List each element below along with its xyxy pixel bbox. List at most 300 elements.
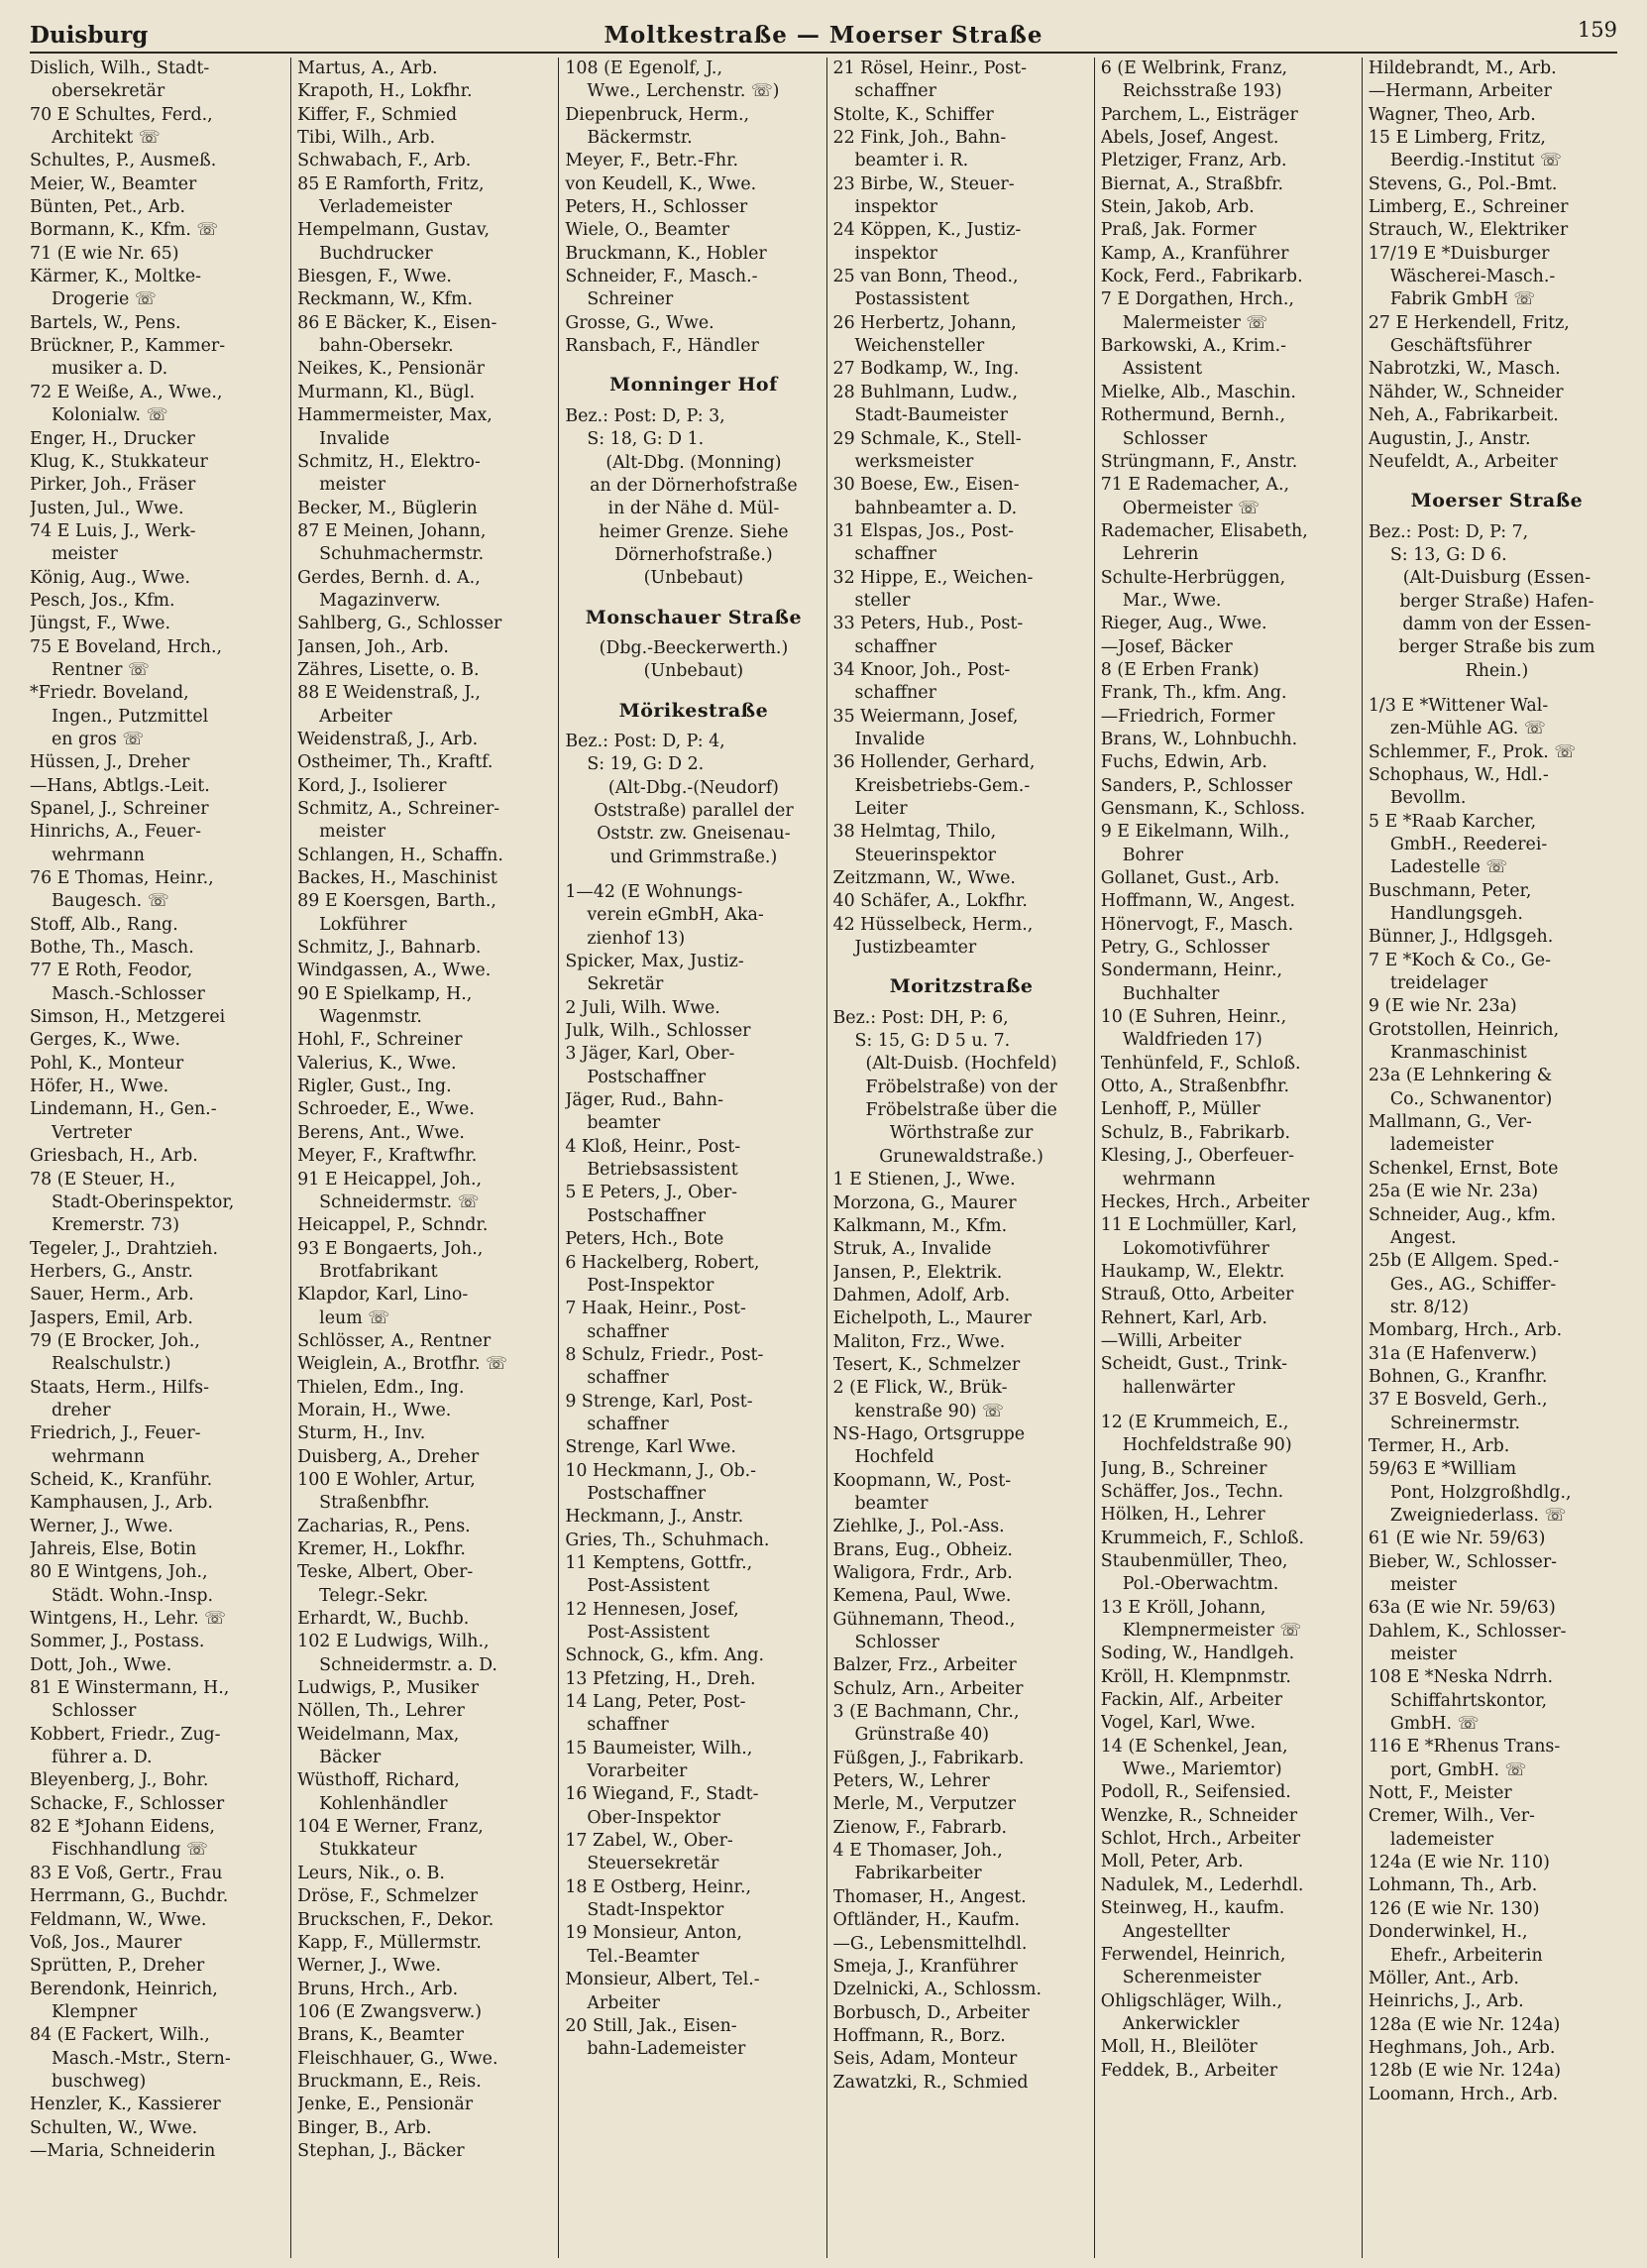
- directory-entry: Dahlem, K., Schlosser-: [1368, 1621, 1567, 1642]
- directory-entry: Balzer, Frz., Arbeiter: [832, 1655, 1017, 1676]
- directory-entry: lademeister: [1389, 1829, 1494, 1850]
- directory-entry: Bartels, W., Pens.: [30, 312, 181, 333]
- directory-entry: Weichensteller: [854, 336, 985, 357]
- directory-entry: Gerges, K., Wwe.: [30, 1030, 181, 1051]
- directory-entry: Scherenmeister: [1122, 1968, 1262, 1988]
- directory-entry: 126 (E wie Nr. 130): [1368, 1898, 1540, 1919]
- directory-entry: Wagner, Theo, Arb.: [1368, 104, 1536, 125]
- directory-entry: Borbusch, D., Arbeiter: [832, 2002, 1030, 2023]
- directory-entry: Ohligschläger, Wilh.,: [1100, 1990, 1283, 2011]
- directory-entry: zen-Mühle AG. ☏: [1389, 719, 1546, 739]
- directory-entry: Dzelnicki, A., Schlossm.: [832, 1980, 1043, 2000]
- directory-entry: Sauer, Herm., Arb.: [30, 1285, 194, 1305]
- directory-entry: 36 Hollender, Gerhard,: [832, 752, 1036, 773]
- directory-entry: Hohl, F., Schreiner: [297, 1030, 463, 1051]
- directory-entry: Stukkateur: [319, 1840, 417, 1861]
- directory-entry: Peters, W., Lehrer: [832, 1771, 990, 1792]
- directory-entry: meister: [52, 544, 118, 565]
- directory-entry: beamter i. R.: [854, 151, 969, 171]
- directory-entry: beamter: [587, 1113, 661, 1134]
- directory-entry: Strauß, Otto, Arbeiter: [1100, 1285, 1294, 1305]
- directory-entry: Tibi, Wilh., Arb.: [297, 128, 436, 149]
- directory-entry: Fischhandlung ☏: [52, 1840, 208, 1861]
- directory-entry: —Maria, Schneiderin: [30, 2140, 216, 2161]
- directory-entry: S: 15, G: D 5 u. 7.: [854, 1031, 1011, 1052]
- directory-entry: Betriebsassistent: [587, 1160, 738, 1181]
- directory-entry: Klesing, J., Oberfeuer-: [1100, 1146, 1295, 1167]
- directory-entry: 102 E Ludwigs, Wilh.,: [297, 1632, 490, 1652]
- directory-entry: 108 (E Egenolf, J.,: [565, 58, 722, 78]
- directory-entry: 26 Herbertz, Johann,: [832, 312, 1017, 333]
- directory-entry: Mar., Wwe.: [1122, 590, 1222, 611]
- directory-entry: Wörthstraße zur: [889, 1123, 1034, 1144]
- directory-entry: Rademacher, Elisabeth,: [1100, 520, 1308, 541]
- directory-entry: Rigler, Gust., Ing.: [297, 1077, 452, 1097]
- street-heading: Moerser Straße: [1410, 490, 1584, 512]
- directory-entry: schaffner: [587, 1368, 669, 1389]
- directory-entry: Arbeiter: [319, 706, 392, 727]
- directory-entry: 31a (E Hafenverw.): [1368, 1343, 1537, 1364]
- directory-entry: Ostheimer, Th., Kraftf.: [297, 752, 494, 773]
- directory-entry: leum ☏: [319, 1307, 389, 1328]
- directory-entry: König, Aug., Wwe.: [30, 567, 191, 588]
- directory-entry: 16 Wiegand, F., Stadt-: [565, 1784, 759, 1805]
- directory-entry: 28 Buhlmann, Ludw.,: [832, 382, 1018, 402]
- directory-entry: Hempelmann, Gustav,: [297, 220, 491, 241]
- directory-entry: Scheidt, Gust., Trink-: [1100, 1354, 1287, 1375]
- directory-entry: 9 Strenge, Karl, Post-: [565, 1391, 753, 1412]
- directory-entry: 42 Hüsselbeck, Herm.,: [832, 914, 1034, 935]
- directory-entry: inspektor: [854, 197, 937, 218]
- directory-entry: Schäffer, Jos., Techn.: [1100, 1481, 1284, 1502]
- directory-entry: Pesch, Jos., Kfm.: [30, 590, 175, 611]
- directory-entry: Ransbach, F., Händler: [565, 336, 759, 357]
- directory-entry: —G., Lebensmittelhdl.: [832, 1933, 1028, 1954]
- directory-entry: Hönervogt, F., Masch.: [1100, 914, 1294, 935]
- directory-entry: Fleischhauer, G., Wwe.: [297, 2048, 498, 2069]
- directory-entry: Rentner ☏: [52, 659, 150, 680]
- directory-entry: Murmann, Kl., Bügl.: [297, 382, 476, 402]
- directory-entry: Fabrik GmbH ☏: [1389, 289, 1536, 310]
- directory-entry: Monsieur, Albert, Tel.-: [565, 1970, 760, 1990]
- directory-entry: Zweigniederlass. ☏: [1389, 1505, 1567, 1526]
- directory-entry: an der Dörnerhofstraße: [590, 475, 798, 496]
- directory-entry: Berendonk, Heinrich,: [30, 1979, 218, 1999]
- directory-entry: Vorarbeiter: [587, 1761, 688, 1782]
- directory-entry: Mielke, Alb., Maschin.: [1100, 382, 1296, 402]
- directory-entry: Grunewaldstraße.): [879, 1146, 1043, 1167]
- directory-entry: Justen, Jul., Wwe.: [30, 498, 184, 518]
- directory-entry: (Dbg.-Beeckerwerth.): [599, 637, 789, 658]
- directory-entry: Schlosser: [1122, 428, 1208, 449]
- directory-entry: Möller, Ant., Arb.: [1368, 1968, 1519, 1988]
- directory-entry: Kolonialw. ☏: [52, 405, 168, 426]
- directory-entry: Rhein.): [1465, 660, 1529, 681]
- directory-entry: Hinrichs, A., Feuer-: [30, 822, 201, 843]
- directory-entry: 75 E Boveland, Hrch.,: [30, 636, 223, 657]
- directory-entry: Eichelpoth, L., Maurer: [832, 1308, 1032, 1329]
- directory-entry: Schmitz, H., Elektro-: [297, 451, 481, 472]
- directory-entry: 19 Monsieur, Anton,: [565, 1923, 742, 1944]
- directory-entry: 33 Peters, Hub., Post-: [832, 614, 1024, 634]
- directory-entry: Grotstollen, Heinrich,: [1368, 1019, 1560, 1040]
- directory-entry: Gries, Th., Schuhmach.: [565, 1530, 770, 1550]
- directory-entry: 11 E Lochmüller, Karl,: [1100, 1215, 1297, 1236]
- directory-entry: 6 (E Welbrink, Franz,: [1100, 58, 1288, 78]
- directory-entry: Weidelmann, Max,: [297, 1724, 460, 1745]
- directory-entry: Mombarg, Hrch., Arb.: [1368, 1320, 1563, 1341]
- directory-entry: Pont, Holzgroßhdlg.,: [1389, 1482, 1572, 1503]
- directory-entry: Maliton, Frz., Wwe.: [832, 1331, 1006, 1352]
- directory-entry: beamter: [854, 1493, 929, 1514]
- directory-entry: Wäscherei-Masch.-: [1389, 267, 1556, 287]
- directory-entry: Erhardt, W., Buchb.: [297, 1609, 470, 1630]
- directory-entry: 25a (E wie Nr. 23a): [1368, 1182, 1539, 1202]
- directory-entry: Barkowski, A., Krim.-: [1100, 336, 1287, 357]
- directory-entry: schaffner: [587, 1414, 669, 1434]
- directory-entry: Wagenmstr.: [319, 1007, 422, 1028]
- directory-entry: 9 E Eikelmann, Wilh.,: [1100, 822, 1290, 843]
- directory-entry: bahnbeamter a. D.: [854, 498, 1018, 518]
- directory-column-2: [290, 57, 558, 2258]
- directory-entry: 2 Juli, Wilh. Wwe.: [565, 997, 720, 1018]
- directory-entry: Bruckmann, E., Reis.: [297, 2071, 482, 2092]
- directory-entry: 59/63 E *William: [1368, 1459, 1517, 1480]
- directory-entry: Schlosser: [854, 1633, 939, 1653]
- directory-entry: Backes, H., Maschinist: [297, 868, 497, 889]
- directory-entry: Waligora, Frdr., Arb.: [832, 1563, 1013, 1583]
- directory-entry: Kremerstr. 73): [52, 1215, 179, 1236]
- directory-entry: Masch.-Mstr., Stern-: [52, 2048, 231, 2069]
- directory-entry: Städt. Wohn.-Insp.: [52, 1585, 214, 1606]
- directory-entry: 88 E Weidenstraß, J.,: [297, 683, 481, 704]
- directory-entry: Neufeldt, A., Arbeiter: [1368, 451, 1558, 472]
- directory-entry: Moll, H., Bleilöter: [1100, 2037, 1258, 2058]
- directory-entry: Bevollm.: [1389, 788, 1467, 809]
- directory-entry: berger Straße bis zum: [1398, 637, 1595, 658]
- directory-entry: Wüsthoff, Richard,: [297, 1770, 460, 1791]
- directory-entry: meister: [1389, 1644, 1457, 1665]
- directory-entry: bahn-Lademeister: [587, 2039, 746, 2060]
- directory-entry: Pohl, K., Monteur: [30, 1053, 184, 1074]
- directory-entry: Kobbert, Friedr., Zug-: [30, 1724, 221, 1745]
- directory-entry: Kapp, F., Müllermstr.: [297, 1932, 482, 1953]
- directory-entry: 8 (E Erben Frank): [1100, 659, 1260, 680]
- directory-entry: Schenkel, Ernst, Bote: [1368, 1158, 1559, 1179]
- directory-entry: Bothe, Th., Masch.: [30, 938, 194, 959]
- directory-entry: Sahlberg, G., Schlosser: [297, 614, 502, 634]
- directory-entry: Morain, H., Wwe.: [297, 1400, 452, 1420]
- directory-entry: 10 Heckmann, J., Ob.-: [565, 1460, 757, 1481]
- directory-entry: Otto, A., Straßenbfhr.: [1100, 1077, 1289, 1097]
- directory-entry: 71 (E wie Nr. 65): [30, 243, 179, 264]
- directory-entry: Invalide: [319, 428, 389, 449]
- directory-entry: lademeister: [1389, 1135, 1494, 1156]
- directory-entry: Obermeister ☏: [1122, 498, 1260, 518]
- directory-entry: Tel.-Beamter: [587, 1946, 700, 1967]
- directory-entry: Bleyenberg, J., Bohr.: [30, 1770, 209, 1791]
- directory-entry: Hochfeld: [854, 1447, 934, 1468]
- directory-entry: Ges., AG., Schiffer-: [1389, 1274, 1557, 1295]
- directory-entry: Podoll, R., Seifensied.: [1100, 1782, 1291, 1803]
- directory-entry: (Alt-Duisburg (Essen-: [1402, 568, 1592, 589]
- directory-entry: Bez.: Post: D, P: 4,: [565, 731, 725, 751]
- directory-entry: Schlosser: [52, 1701, 137, 1722]
- directory-entry: Weidenstraß, J., Arb.: [297, 729, 479, 749]
- directory-entry: Soding, W., Handlgeh.: [1100, 1644, 1295, 1664]
- directory-entry: Telegr.-Sekr.: [319, 1585, 429, 1606]
- directory-entry: Stephan, J., Bäcker: [297, 2140, 465, 2161]
- directory-entry: Wwe., Mariemtor): [1122, 1759, 1282, 1780]
- directory-entry: Meier, W., Beamter: [30, 173, 197, 194]
- directory-entry: Schulte-Herbrüggen,: [1100, 567, 1286, 588]
- directory-entry: Becker, M., Büglerin: [297, 498, 478, 518]
- directory-entry: Werner, J., Wwe.: [297, 1956, 441, 1977]
- directory-entry: Fackin, Alf., Arbeiter: [1100, 1690, 1283, 1711]
- directory-entry: 17/19 E *Duisburger: [1368, 243, 1550, 264]
- directory-entry: Postassistent: [854, 289, 970, 310]
- directory-entry: 108 E *Neska Ndrrh.: [1368, 1667, 1554, 1688]
- page-header: [30, 18, 1617, 54]
- directory-entry: Grosse, G., Wwe.: [565, 312, 714, 333]
- directory-entry: Ehefr., Arbeiterin: [1389, 1945, 1543, 1966]
- directory-entry: 14 Lang, Peter, Post-: [565, 1692, 746, 1713]
- directory-entry: —Willi, Arbeiter: [1100, 1330, 1242, 1351]
- directory-entry: Spanel, J., Schreiner: [30, 799, 209, 819]
- directory-entry: 80 E Wintgens, Joh.,: [30, 1562, 208, 1583]
- directory-entry: 106 (E Zwangsverw.): [297, 2001, 483, 2022]
- directory-entry: 5 E *Raab Karcher,: [1368, 811, 1537, 832]
- directory-entry: Schwabach, F., Arb.: [297, 151, 472, 171]
- directory-entry: Tegeler, J., Drahtzieh.: [30, 1238, 219, 1259]
- directory-entry: Steuersekretär: [587, 1854, 719, 1874]
- directory-columns: [30, 57, 1629, 2258]
- directory-entry: 91 E Heicappel, Joh.,: [297, 1169, 483, 1190]
- directory-entry: (Alt-Dbg. (Monning): [605, 452, 782, 473]
- directory-entry: 10 (E Suhren, Heinr.,: [1100, 1007, 1287, 1028]
- directory-entry: Schlangen, H., Schaffn.: [297, 845, 503, 865]
- directory-entry: 11 Kemptens, Gottfr.,: [565, 1552, 753, 1573]
- directory-entry: Meyer, F., Kraftwfhr.: [297, 1146, 478, 1167]
- directory-entry: obersekretär: [52, 81, 165, 102]
- directory-entry: 93 E Bongaerts, Joh.,: [297, 1238, 484, 1259]
- directory-entry: Buschmann, Peter,: [1368, 880, 1532, 901]
- directory-entry: Kalkmann, M., Kfm.: [832, 1215, 1008, 1236]
- directory-entry: 83 E Voß, Gertr., Frau: [30, 1863, 223, 1883]
- directory-entry: Bohrer: [1122, 845, 1184, 865]
- directory-entry: 63a (E wie Nr. 59/63): [1368, 1598, 1556, 1619]
- directory-entry: Kranmaschinist: [1389, 1043, 1527, 1064]
- directory-entry: 27 E Herkendell, Fritz,: [1368, 312, 1570, 333]
- directory-entry: 128b (E wie Nr. 124a): [1368, 2061, 1562, 2082]
- directory-entry: Wwe., Lerchenstr. ☏): [587, 81, 780, 102]
- directory-entry: 1—42 (E Wohnungs-: [565, 882, 743, 902]
- directory-entry: 86 E Bäcker, K., Eisen-: [297, 312, 497, 333]
- directory-entry: Pol.-Oberwachtm.: [1122, 1574, 1279, 1595]
- directory-entry: Kohlenhändler: [319, 1793, 448, 1814]
- directory-entry: Nadulek, M., Lederhdl.: [1100, 1874, 1304, 1895]
- directory-entry: Wintgens, H., Lehr. ☏: [30, 1609, 226, 1630]
- directory-entry: Stevens, G., Pol.-Bmt.: [1368, 173, 1558, 194]
- directory-entry: Nöllen, Th., Lehrer: [297, 1701, 465, 1722]
- directory-entry: Heicappel, P., Schndr.: [297, 1215, 489, 1236]
- directory-entry: Jansen, P., Elektrik.: [832, 1262, 1003, 1283]
- directory-entry: Leiter: [854, 799, 908, 819]
- directory-entry: Schlösser, A., Rentner: [297, 1330, 492, 1351]
- directory-entry: Stoff, Alb., Rang.: [30, 914, 178, 935]
- directory-entry: Dahmen, Adolf, Arb.: [832, 1285, 1011, 1305]
- directory-entry: Augustin, J., Anstr.: [1368, 428, 1531, 449]
- directory-entry: schaffner: [587, 1715, 669, 1736]
- directory-entry: Schroeder, E., Wwe.: [297, 1099, 475, 1120]
- directory-entry: Brans, Eug., Obheiz.: [832, 1539, 1013, 1560]
- directory-entry: Bez.: Post: D, P: 3,: [565, 405, 725, 426]
- directory-entry: Rehnert, Karl, Arb.: [1100, 1307, 1267, 1328]
- directory-entry: Parchem, L., Eisträger: [1100, 104, 1298, 125]
- directory-entry: 100 E Wohler, Artur,: [297, 1469, 476, 1490]
- directory-entry: Binger, B., Arb.: [297, 2117, 432, 2138]
- directory-entry: Schneider, Aug., kfm.: [1368, 1204, 1557, 1225]
- directory-entry: Straßenbfhr.: [319, 1493, 430, 1514]
- directory-entry: Feldmann, W., Wwe.: [30, 1909, 207, 1930]
- directory-entry: Dislich, Wilh., Stadt-: [30, 58, 210, 78]
- directory-entry: 40 Schäfer, A., Lokfhr.: [832, 891, 1028, 912]
- directory-entry: (Alt-Dbg.-(Neudorf): [607, 777, 779, 798]
- directory-entry: Schacke, F., Schlosser: [30, 1793, 225, 1814]
- directory-entry: 25b (E Allgem. Sped.-: [1368, 1251, 1560, 1272]
- directory-entry: Post-Assistent: [587, 1576, 710, 1597]
- directory-entry: Assistent: [1122, 359, 1203, 380]
- directory-entry: 3 Jäger, Karl, Ober-: [565, 1044, 735, 1065]
- directory-entry: 72 E Weiße, A., Wwe.,: [30, 382, 223, 402]
- directory-entry: 78 (E Steuer, H.,: [30, 1169, 176, 1190]
- directory-entry: 8 Schulz, Friedr., Post-: [565, 1344, 764, 1365]
- directory-entry: wehrmann: [52, 1446, 145, 1467]
- directory-entry: 12 Hennesen, Josef,: [565, 1599, 739, 1620]
- directory-entry: Architekt ☏: [52, 128, 161, 149]
- directory-entry: 23a (E Lehnkering &: [1368, 1066, 1553, 1086]
- directory-entry: Schophaus, W., Hdl.-: [1368, 764, 1549, 785]
- directory-entry: 61 (E wie Nr. 59/63): [1368, 1529, 1546, 1549]
- directory-entry: Baugesch. ☏: [52, 891, 169, 912]
- directory-entry: Steinweg, H., kaufm.: [1100, 1898, 1285, 1919]
- directory-entry: Jaspers, Emil, Arb.: [30, 1307, 193, 1328]
- directory-entry: Jung, B., Schreiner: [1100, 1458, 1267, 1479]
- directory-entry: Kiffer, F., Schmied: [297, 104, 458, 125]
- directory-entry: Grünstraße 40): [854, 1725, 990, 1746]
- directory-entry: schaffner: [587, 1321, 669, 1342]
- directory-entry: Diepenbruck, Herm.,: [565, 104, 750, 125]
- directory-entry: Cremer, Wilh., Ver-: [1368, 1806, 1535, 1827]
- directory-entry: Schlemmer, F., Prok. ☏: [1368, 741, 1577, 762]
- directory-entry: Gühnemann, Theod.,: [832, 1609, 1016, 1630]
- directory-entry: Beerdig.-Institut ☏: [1389, 151, 1562, 171]
- directory-entry: 6 Hackelberg, Robert,: [565, 1252, 760, 1273]
- directory-entry: Dott, Joh., Wwe.: [30, 1654, 172, 1675]
- directory-entry: Teske, Albert, Ober-: [297, 1562, 474, 1583]
- directory-entry: Jahreis, Else, Botin: [30, 1539, 197, 1559]
- directory-entry: verein eGmbH, Aka-: [587, 905, 764, 926]
- directory-entry: dreher: [52, 1400, 111, 1420]
- directory-entry: Hochfeldstraße 90): [1122, 1435, 1292, 1456]
- directory-entry: Bruns, Hrch., Arb.: [297, 1979, 459, 1999]
- directory-entry: 116 E *Rhenus Trans-: [1368, 1737, 1561, 1758]
- directory-entry: 38 Helmtag, Thilo,: [832, 822, 997, 843]
- directory-entry: 21 Rösel, Heinr., Post-: [832, 58, 1028, 78]
- directory-entry: Hoffmann, W., Angest.: [1100, 891, 1296, 912]
- directory-entry: S: 19, G: D 2.: [587, 754, 705, 775]
- street-heading: Monschauer Straße: [585, 606, 803, 628]
- directory-entry: Reichsstraße 193): [1122, 81, 1282, 102]
- directory-entry: Sturm, H., Inv.: [297, 1423, 426, 1444]
- directory-entry: Scheid, K., Kranführ.: [30, 1469, 213, 1490]
- directory-entry: schaffner: [854, 636, 936, 657]
- directory-entry: Pirker, Joh., Fräser: [30, 475, 196, 496]
- directory-entry: Heinrichs, J., Arb.: [1368, 1991, 1524, 2012]
- directory-entry: Brans, W., Lohnbuchh.: [1100, 729, 1298, 749]
- directory-entry: hallenwärter: [1122, 1377, 1236, 1398]
- directory-entry: Stolte, K., Schiffer: [832, 104, 994, 125]
- directory-entry: Kock, Ferd., Fabrikarb.: [1100, 267, 1303, 287]
- directory-entry: Thielen, Edm., Ing.: [297, 1377, 465, 1398]
- directory-entry: Masch.-Schlosser: [52, 983, 205, 1004]
- directory-entry: Angestellter: [1122, 1921, 1230, 1942]
- directory-entry: Rothermund, Bernh.,: [1100, 405, 1285, 426]
- directory-entry: Stein, Jakob, Arb.: [1100, 197, 1255, 218]
- directory-entry: Friedrich, J., Feuer-: [30, 1423, 201, 1444]
- directory-entry: Duisberg, A., Dreher: [297, 1446, 480, 1467]
- directory-entry: Nähder, W., Schneider: [1368, 382, 1564, 402]
- directory-entry: musiker a. D.: [52, 359, 168, 380]
- directory-entry: Ziehlke, J., Pol.-Ass.: [832, 1517, 1005, 1537]
- directory-entry: Reckmann, W., Kfm.: [297, 289, 474, 310]
- directory-entry: Struk, A., Invalide: [832, 1239, 992, 1260]
- directory-entry: 27 Bodkamp, W., Ing.: [832, 359, 1020, 380]
- directory-entry: Henzler, K., Kassierer: [30, 2095, 221, 2115]
- directory-entry: Krapoth, H., Lokfhr.: [297, 81, 473, 102]
- directory-entry: 32 Hippe, E., Weichen-: [832, 567, 1034, 588]
- directory-entry: Ludwigs, P., Musiker: [297, 1678, 480, 1699]
- directory-entry: 13 E Kröll, Johann,: [1100, 1597, 1266, 1618]
- directory-entry: Brans, K., Beamter: [297, 2025, 464, 2046]
- directory-entry: Co., Schwanentor): [1389, 1088, 1553, 1109]
- directory-entry: Dröse, F., Schmelzer: [297, 1886, 479, 1907]
- directory-entry: buschweg): [52, 2071, 147, 2092]
- directory-entry: 7 E Dorgathen, Hrch.,: [1100, 289, 1294, 310]
- directory-entry: Koopmann, W., Post-: [832, 1470, 1012, 1491]
- directory-entry: Hölken, H., Lehrer: [1100, 1505, 1265, 1526]
- directory-entry: 70 E Schultes, Ferd.,: [30, 104, 213, 125]
- directory-entry: 4 E Thomaser, Joh.,: [832, 1841, 1003, 1862]
- directory-entry: Strauch, W., Elektriker: [1368, 220, 1569, 241]
- directory-entry: 90 E Spielkamp, H.,: [297, 983, 473, 1004]
- directory-entry: schaffner: [854, 683, 936, 704]
- directory-entry: Hoffmann, R., Borz.: [832, 2025, 1006, 2046]
- directory-entry: Peters, H., Schlosser: [565, 197, 748, 218]
- directory-entry: Pletziger, Franz, Arb.: [1100, 151, 1287, 171]
- directory-entry: Berens, Ant., Wwe.: [297, 1122, 465, 1143]
- directory-entry: 85 E Ramforth, Fritz,: [297, 173, 485, 194]
- directory-entry: Mallmann, G., Ver-: [1368, 1112, 1532, 1133]
- page-number: 159: [1577, 18, 1617, 42]
- directory-entry: Herrmann, G., Buchdr.: [30, 1886, 229, 1907]
- directory-entry: Kremer, H., Lokfhr.: [297, 1539, 466, 1559]
- directory-entry: Weiglein, A., Brotfhr. ☏: [297, 1354, 507, 1375]
- directory-entry: Sommer, J., Postass.: [30, 1632, 205, 1652]
- directory-entry: Zacharias, R., Pens.: [297, 1516, 471, 1536]
- directory-entry: Kamphausen, J., Arb.: [30, 1493, 213, 1514]
- directory-entry: Gollanet, Gust., Arb.: [1100, 868, 1280, 889]
